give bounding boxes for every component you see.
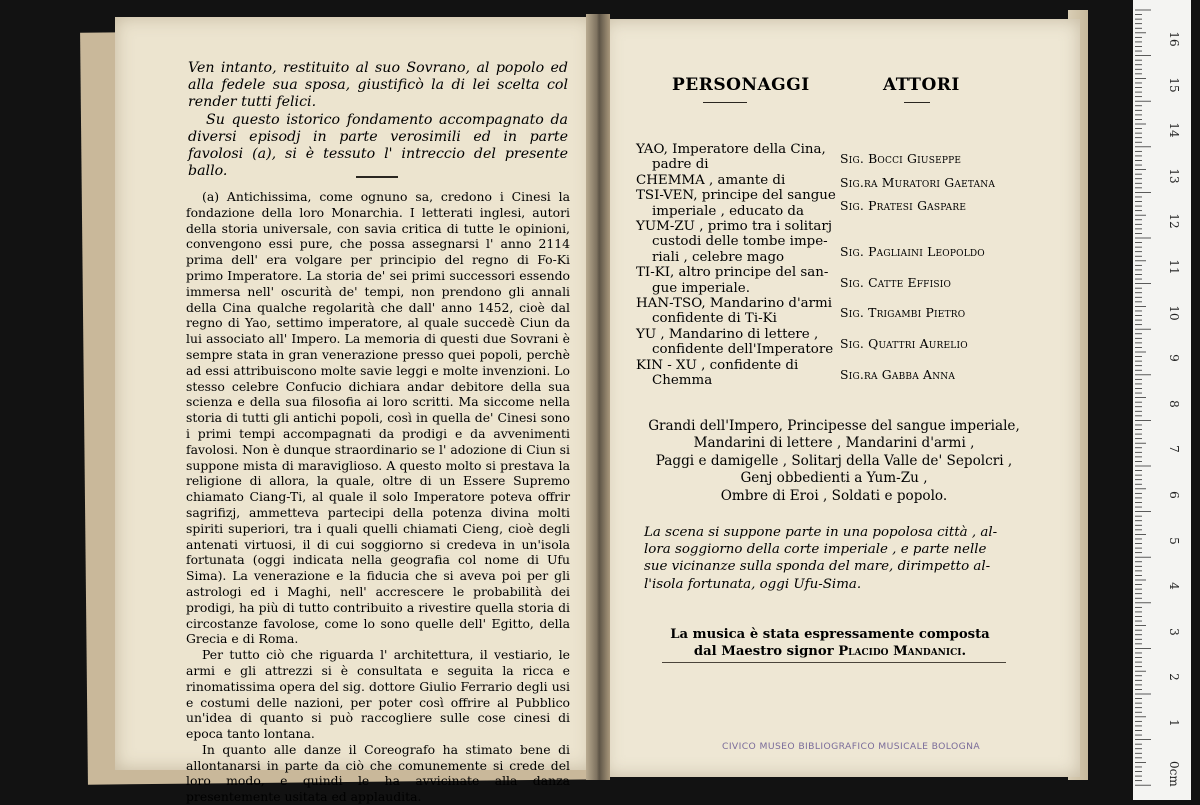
actor-name: Sig. Pratesi Gaspare	[840, 197, 967, 213]
ruler-ticks	[1133, 0, 1191, 800]
music-rule	[662, 662, 1006, 663]
character-description: TSI-VEN, principe del sangue	[636, 188, 836, 204]
ruler-number: 10	[1167, 304, 1181, 321]
character-description: padre di	[652, 157, 709, 173]
character-description: YUM-ZU , primo tra i solitarj	[636, 219, 832, 235]
actor-name: Sig. Pagliaini Leopoldo	[840, 243, 985, 259]
character-description: confidente dell'Imperatore	[652, 342, 834, 358]
measuring-ruler	[1133, 0, 1191, 800]
intro-paragraph: Ven intanto, restituito al suo Sovrano, al popolo ed alla fedele sua sposa, giustificò la di lei scelta col render tutti felici.	[188, 60, 568, 111]
cast-entry	[636, 265, 1020, 296]
footnote-paragraph: In quanto alle danze il Coreografo ha stimato bene di allontanarsi in parte da ciò che comunemente si crede del loro modo, e quindi le ha avvicinate alla danza presentemente usitata ed applaudita.	[186, 741, 570, 805]
characters-heading: PERSONAGGI	[672, 75, 810, 95]
ruler-number: 0cm	[1167, 760, 1181, 787]
cast-entry	[636, 173, 1020, 188]
actor-name: Sig.ra Muratori Gaetana	[840, 174, 996, 190]
character-description: CHEMMA , amante di	[636, 172, 786, 188]
scene-description	[644, 524, 1016, 593]
ensemble-line: Grandi dell'Impero, Principesse del sangue imperiale,	[648, 418, 1020, 434]
ruler-number: 13	[1167, 168, 1181, 184]
scene-line: sue vicinanze sulla sponda del mare, dirimpetto al-	[644, 559, 991, 575]
actor-name: Sig.ra Gabba Anna	[840, 367, 956, 383]
cast-entry	[636, 188, 1020, 219]
ensemble-line: Mandarini di lettere , Mandarini d'armi ,	[693, 435, 975, 452]
ruler-number: 11	[1167, 259, 1181, 275]
ruler-number: 16	[1167, 31, 1181, 47]
music-prefix: dal Maestro signor	[693, 644, 834, 659]
library-stamp: CIVICO MUSEO BIBLIOGRAFICO MUSICALE BOLOGNA	[722, 741, 981, 752]
character-description: YU , Mandarino di lettere ,	[636, 326, 819, 342]
ensemble-line: Ombre di Eroi , Soldati e popolo.	[720, 487, 948, 504]
actor-name: Sig. Quattri Aurelio	[840, 336, 968, 352]
scene-line: lora soggiorno della corte imperiale , e parte nelle	[644, 542, 987, 558]
character-description: custodi delle tombe impe-	[652, 234, 828, 250]
ruler-number: 2	[1167, 673, 1181, 682]
right-page	[604, 19, 1080, 777]
ensemble-line: Paggi e damigelle , Solitarj della Valle de' Sepolcri ,	[655, 452, 1013, 469]
character-description: confidente di Ti-Ki	[652, 311, 777, 327]
intro-paragraph: Su questo istorico fondamento accompagnato da diversi episodj in parte verosimili ed in parte favolosi (a), si è tessuto l' intreccio del presente ballo.	[188, 111, 568, 180]
ruler-number: 9	[1167, 354, 1181, 362]
ruler-number: 8	[1167, 399, 1181, 408]
music-line	[660, 643, 1000, 660]
cast-entry	[636, 327, 1020, 358]
character-description: HAN-TSO, Mandarino d'armi	[636, 296, 833, 312]
footnote-paragraph: (a) Antichissima, come ognuno sa, credono i Cinesi la fondazione della loro Monarchia. I letterati inglesi, autori della storia universale, con savia critica di tutte le opinioni, convengono essi pure, che possa assegnarsi l' anno 2114 prima dell' era volgare per principio del regno di Fo-Ki primo Imperatore. La storia de' sei primi successori essendo immersa nell' oscurità de' tempi, non prendono gli annali della Cina qualche regolarità che dall' anno 1452, cioè dal regno di Yao, settimo imperatore, al quale succedè Ciun da lui associato all' Impero. La memoria di questi due Sovrani è sempre stata in gran venerazione presso quei popoli, perchè ad essi attribuiscono molte savie leggi e molte invenzioni. Lo stesso celebre Confucio dichiara andar debitore della sua scienza e della sua filosofia ai loro scritti. Ma siccome nella storia di tutti gli antichi popoli, così in quella de' Cinesi sono i primi tempi accompagnati da prodigi e da avvenimenti favolosi. Non è dunque straordinario se l' adozione di Ciun si suppone mista di maraviglioso. A questo molto si prestava la religione di allora, la quale, oltre di un Essere Supremo chiamato Ciang-Ti, al quale il solo Imperatore poteva offrir sagrifizj, ammetteva partecipi della potenza divina molti spiriti superiori, tra i quali quelli chiamati Cieng, cioè degli antenati virtuosi, il di cui soggiorno si credeva in un'isola fortunata (oggi indicata nella geografia col nome di Ufu Sima). La venerazione e la fiducia che si aveva poi per gli astrologi ed i Maghi, nell' accrescere le probabilità dei prodigi, ha più di tutto contribuito a rivestire quella storia di circostanze favolose, come lo sono quelle dell' Egitto, della Grecia e di Roma.	[186, 189, 570, 647]
character-description: TI-KI, altro principe del san-	[636, 265, 829, 281]
footnote-paragraph: Per tutto ciò che riguarda l' architettura, il vestiario, le armi e gli attrezzi si è consultata e seguita la ricca e rinomatissima opera del sig. dottore Giulio Ferrario degli usi e costumi delle nazioni, per poter così offrire al Pubblico un'idea di quanto si può raccogliere sulle cose cinesi di epoca tanto lontana.	[186, 647, 570, 742]
ruler-number: 12	[1167, 213, 1181, 230]
cast-list	[636, 142, 1020, 389]
ruler-number: 7	[1167, 445, 1181, 454]
character-description: Chemma	[652, 373, 713, 389]
actors-heading: ATTORI	[883, 75, 960, 95]
ruler-number: 6	[1167, 491, 1181, 499]
cast-entry	[636, 219, 1020, 265]
character-description: YAO, Imperatore della Cina,	[636, 142, 826, 157]
scene-line: l'isola fortunata, oggi Ufu-Sima.	[644, 576, 862, 592]
ensemble-list	[634, 418, 1034, 505]
actor-name: Sig. Trigambi Pietro	[840, 305, 966, 321]
ruler-number: 5	[1167, 536, 1181, 545]
ruler-number: 15	[1167, 76, 1181, 93]
character-description: riali , celebre mago	[652, 249, 785, 265]
character-description: KIN - XU , confidente di	[636, 357, 799, 373]
composer-name: Placido Mandanici.	[838, 644, 967, 659]
heading-rule	[703, 102, 747, 103]
actor-name: Sig. Catte Effisio	[840, 274, 952, 290]
cast-entry	[636, 358, 1020, 389]
music-line: La musica è stata espressamente composta	[670, 627, 990, 642]
footnote-block	[186, 189, 570, 805]
intro-paragraphs	[188, 60, 568, 180]
ruler-number: 14	[1167, 122, 1181, 138]
ensemble-line: Genj obbedienti a Yum-Zu ,	[740, 470, 928, 487]
section-divider	[356, 176, 398, 178]
heading-rule	[904, 102, 930, 103]
cast-entry	[636, 296, 1020, 327]
character-description: imperiale , educato da	[652, 203, 804, 219]
ruler-number: 1	[1167, 719, 1181, 727]
ruler-number: 3	[1167, 627, 1181, 636]
actor-name: Sig. Bocci Giuseppe	[840, 151, 962, 167]
music-credit	[660, 626, 1000, 660]
book-gutter	[586, 14, 610, 780]
scene-line: La scena si suppone parte in una popolosa città , al-	[644, 525, 998, 540]
cast-entry	[636, 142, 1020, 173]
character-description: gue imperiale.	[652, 280, 750, 296]
ruler-number: 4	[1167, 582, 1181, 590]
